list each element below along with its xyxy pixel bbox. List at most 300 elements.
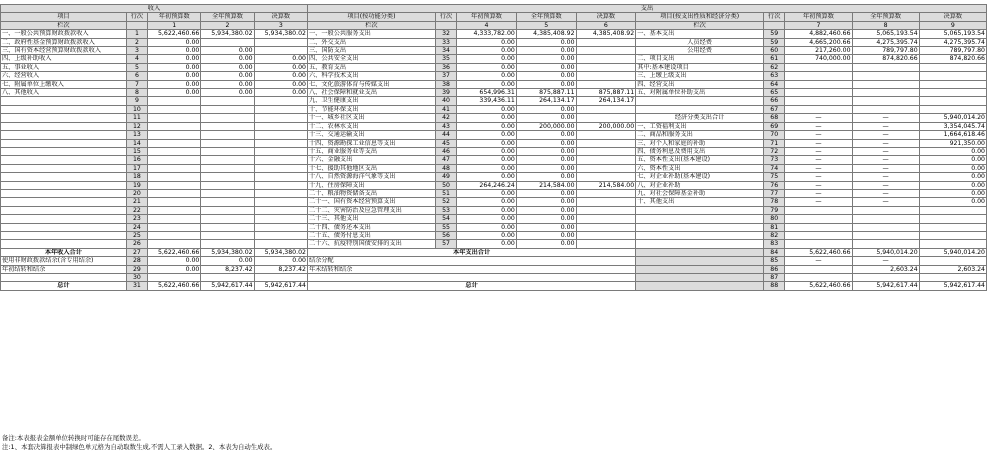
- value-cell: [201, 131, 254, 139]
- row-label: 一、基本支出: [636, 30, 764, 38]
- row-label: 九、对社会保障基金补助: [636, 189, 764, 197]
- value-cell: [852, 215, 919, 223]
- value-cell: [785, 72, 852, 80]
- col-budget-full: 全年预算数: [201, 13, 254, 21]
- row-label: 二十、粮油物资储备支出: [307, 189, 435, 197]
- row-label: 二十一、国有资本经营预算支出: [307, 198, 435, 206]
- value-cell: [785, 97, 852, 105]
- line-no: 51: [435, 189, 456, 197]
- line-no: 74: [764, 164, 785, 172]
- line-no: 28: [126, 257, 147, 265]
- line-no: 65: [764, 89, 785, 97]
- value-cell: 5,622,460.66: [785, 248, 852, 256]
- value-cell: 0.00: [457, 231, 517, 239]
- col-budget-init: 年初预算数: [785, 13, 852, 21]
- value-cell: —: [852, 257, 919, 265]
- row-label: 十七、援助其他地区支出: [307, 164, 435, 172]
- line-no: 84: [764, 248, 785, 256]
- table-row: [1, 89, 987, 97]
- expense-section-header: 支出: [307, 5, 986, 13]
- line-no: 2: [126, 38, 147, 46]
- value-cell: 5,622,460.66: [148, 282, 201, 290]
- bar-num: 8: [852, 21, 919, 29]
- value-cell: [576, 206, 636, 214]
- value-cell: [254, 114, 307, 122]
- row-label: 六、经营收入: [1, 72, 127, 80]
- value-cell: [148, 147, 201, 155]
- line-no: 18: [126, 173, 147, 181]
- col-item-econ: 项目(按支出性质和经济分类): [636, 13, 764, 21]
- value-cell: [148, 105, 201, 113]
- value-cell: [201, 114, 254, 122]
- value-cell: 5,942,617.44: [852, 282, 919, 290]
- value-cell: [919, 63, 986, 71]
- value-cell: 0.00: [516, 223, 576, 231]
- line-no: 31: [126, 282, 147, 290]
- value-cell: —: [852, 147, 919, 155]
- line-no: 62: [764, 63, 785, 71]
- value-cell: [919, 80, 986, 88]
- value-cell: 264,134.17: [516, 97, 576, 105]
- value-cell: 921,350.00: [919, 139, 986, 147]
- value-cell: [148, 164, 201, 172]
- row-label: [1, 181, 127, 189]
- value-cell: 0.00: [516, 131, 576, 139]
- table-row: [1, 156, 987, 164]
- value-cell: [785, 63, 852, 71]
- row-label: 十六、金融支出: [307, 156, 435, 164]
- row-label: [1, 114, 127, 122]
- value-cell: [785, 80, 852, 88]
- value-cell: 4,275,395.74: [852, 38, 919, 46]
- table-row: [1, 173, 987, 181]
- value-cell: 4,385,408.92: [576, 30, 636, 38]
- value-cell: 0.00: [457, 131, 517, 139]
- row-label: 三、上缴上级支出: [636, 72, 764, 80]
- line-no: 81: [764, 223, 785, 231]
- row-label: 二、外交支出: [307, 38, 435, 46]
- row-label: 五、对附属单位补助支出: [636, 89, 764, 97]
- value-cell: 0.00: [457, 105, 517, 113]
- value-cell: 0.00: [457, 189, 517, 197]
- value-cell: 0.00: [516, 198, 576, 206]
- value-cell: [576, 47, 636, 55]
- table-row: [1, 63, 987, 71]
- row-label: 三、国防支出: [307, 47, 435, 55]
- line-no: 19: [126, 181, 147, 189]
- value-cell: [254, 47, 307, 55]
- value-cell: 5,934,380.02: [201, 30, 254, 38]
- value-cell: 875,887.11: [516, 89, 576, 97]
- value-cell: 5,622,460.66: [148, 30, 201, 38]
- value-cell: 5,934,380.02: [201, 248, 254, 256]
- value-cell: [254, 240, 307, 248]
- value-cell: 874,820.66: [919, 55, 986, 63]
- line-no: 85: [764, 257, 785, 265]
- value-cell: [254, 139, 307, 147]
- value-cell: —: [785, 147, 852, 155]
- line-no: 14: [126, 139, 147, 147]
- line-no: 43: [435, 122, 456, 130]
- value-cell: 0.00: [457, 55, 517, 63]
- value-cell: [785, 206, 852, 214]
- row-label: 二十四、债务还本支出: [307, 223, 435, 231]
- value-cell: [785, 89, 852, 97]
- line-no: 15: [126, 147, 147, 155]
- value-cell: 0.00: [254, 89, 307, 97]
- value-cell: 0.00: [457, 198, 517, 206]
- row-label: 三、对个人和家庭的补助: [636, 139, 764, 147]
- value-cell: 0.00: [457, 38, 517, 46]
- value-cell: [852, 97, 919, 105]
- value-cell: [201, 147, 254, 155]
- line-no: 56: [435, 231, 456, 239]
- budget-table: [0, 4, 987, 291]
- value-cell: 875,887.11: [576, 89, 636, 97]
- value-cell: 0.00: [457, 215, 517, 223]
- value-cell: [148, 139, 201, 147]
- line-no: 22: [126, 206, 147, 214]
- value-cell: 0.00: [919, 198, 986, 206]
- row-label: 六、科学技术支出: [307, 72, 435, 80]
- row-label: 四、债务利息及费用支出: [636, 147, 764, 155]
- value-cell: [852, 72, 919, 80]
- value-cell: [148, 173, 201, 181]
- col-budget-full: 全年预算数: [516, 13, 576, 21]
- footnotes: [2, 434, 276, 452]
- value-cell: 0.00: [516, 114, 576, 122]
- row-label: 十四、资源勘探工业信息等支出: [307, 139, 435, 147]
- line-no: 3: [126, 47, 147, 55]
- line-no: 72: [764, 147, 785, 155]
- value-cell: 0.00: [201, 63, 254, 71]
- value-cell: 0.00: [148, 72, 201, 80]
- grand-total-label: 总计: [1, 282, 127, 290]
- line-no: 50: [435, 181, 456, 189]
- row-label: [1, 215, 127, 223]
- value-cell: 5,940,014.20: [919, 114, 986, 122]
- value-cell: [148, 231, 201, 239]
- value-cell: [148, 240, 201, 248]
- row-label: 七、文化旅游体育与传媒支出: [307, 80, 435, 88]
- col-budget-init: 年初预算数: [148, 13, 201, 21]
- line-no: 60: [764, 47, 785, 55]
- row-label: [1, 189, 127, 197]
- value-cell: 789,797.80: [852, 47, 919, 55]
- value-cell: 0.00: [516, 173, 576, 181]
- value-cell: 0.00: [201, 80, 254, 88]
- value-cell: [576, 173, 636, 181]
- value-cell: [148, 206, 201, 214]
- value-cell: [576, 164, 636, 172]
- row-label: 二十二、灾害防治及应急管理支出: [307, 206, 435, 214]
- value-cell: [254, 156, 307, 164]
- value-cell: 0.00: [148, 38, 201, 46]
- line-no: 41: [435, 105, 456, 113]
- line-no: 69: [764, 122, 785, 130]
- value-cell: 5,934,380.02: [254, 30, 307, 38]
- value-cell: [852, 63, 919, 71]
- row-label: 三、国有资本经营预算财政拨款收入: [1, 47, 127, 55]
- report-sheet: [0, 4, 987, 291]
- row-label: 二十五、债务付息支出: [307, 231, 435, 239]
- value-cell: 2,603.24: [852, 265, 919, 273]
- value-cell: [201, 105, 254, 113]
- value-cell: [576, 114, 636, 122]
- value-cell: [201, 198, 254, 206]
- value-cell: 0.00: [516, 189, 576, 197]
- value-cell: [852, 240, 919, 248]
- line-no: 68: [764, 114, 785, 122]
- line-no: 83: [764, 240, 785, 248]
- value-cell: 0.00: [516, 63, 576, 71]
- line-no: 39: [435, 89, 456, 97]
- row-label: [636, 105, 764, 113]
- value-cell: [785, 240, 852, 248]
- value-cell: 0.00: [457, 72, 517, 80]
- value-cell: [576, 231, 636, 239]
- value-cell: [254, 189, 307, 197]
- line-no: 48: [435, 164, 456, 172]
- line-no: 4: [126, 55, 147, 63]
- value-cell: 5,940,014.20: [919, 248, 986, 256]
- col-line: 行次: [126, 13, 147, 21]
- value-cell: [254, 38, 307, 46]
- value-cell: 5,065,193.54: [852, 30, 919, 38]
- row-label: [1, 105, 127, 113]
- row-label: [1, 147, 127, 155]
- line-no: 26: [126, 240, 147, 248]
- value-cell: [576, 80, 636, 88]
- value-cell: [148, 156, 201, 164]
- value-cell: [576, 55, 636, 63]
- row-label: [636, 215, 764, 223]
- value-cell: 4,882,460.66: [785, 30, 852, 38]
- value-cell: —: [852, 189, 919, 197]
- value-cell: [852, 223, 919, 231]
- line-no: 38: [435, 80, 456, 88]
- value-cell: [576, 189, 636, 197]
- line-no: 27: [126, 248, 147, 256]
- line-no: 49: [435, 173, 456, 181]
- line-no: 57: [435, 240, 456, 248]
- value-cell: [254, 97, 307, 105]
- table-row: [1, 189, 987, 197]
- value-cell: 0.00: [457, 147, 517, 155]
- value-cell: 0.00: [919, 173, 986, 181]
- row-label: [1, 131, 127, 139]
- row-label: 十二、农林水支出: [307, 122, 435, 130]
- value-cell: 0.00: [457, 164, 517, 172]
- value-cell: 0.00: [919, 164, 986, 172]
- value-cell: 0.00: [254, 257, 307, 265]
- row-label: 其中:基本建设项目: [636, 63, 764, 71]
- value-cell: [919, 231, 986, 239]
- row-label: [1, 97, 127, 105]
- row-label: 二十三、其他支出: [307, 215, 435, 223]
- col-line: 行次: [435, 13, 456, 21]
- value-cell: 0.00: [148, 47, 201, 55]
- col-line: 行次: [764, 13, 785, 21]
- line-no: 20: [126, 189, 147, 197]
- value-cell: 217,260.00: [785, 47, 852, 55]
- value-cell: 8,237.42: [201, 265, 254, 273]
- line-no: 5: [126, 63, 147, 71]
- value-cell: —: [785, 181, 852, 189]
- line-no: 46: [435, 147, 456, 155]
- line-no: 87: [764, 274, 785, 282]
- bar-num: 2: [201, 21, 254, 29]
- value-cell: [254, 181, 307, 189]
- line-no: 36: [435, 63, 456, 71]
- value-cell: 0.00: [254, 55, 307, 63]
- line-no: 86: [764, 265, 785, 273]
- line-no: 44: [435, 131, 456, 139]
- line-no: 7: [126, 80, 147, 88]
- value-cell: [254, 122, 307, 130]
- value-cell: 4,275,395.74: [919, 38, 986, 46]
- value-cell: [785, 105, 852, 113]
- value-cell: 4,665,200.66: [785, 38, 852, 46]
- value-cell: [254, 198, 307, 206]
- value-cell: 1,664,618.46: [919, 131, 986, 139]
- value-cell: 0.00: [148, 89, 201, 97]
- row-label: 十五、商业服务业等支出: [307, 147, 435, 155]
- table-row: [1, 164, 987, 172]
- value-cell: 4,333,782.00: [457, 30, 517, 38]
- value-cell: 740,000.00: [785, 55, 852, 63]
- line-no: 13: [126, 131, 147, 139]
- line-no: 21: [126, 198, 147, 206]
- line-no: 78: [764, 198, 785, 206]
- value-cell: 0.00: [516, 80, 576, 88]
- table-row: [1, 198, 987, 206]
- value-cell: 0.00: [201, 55, 254, 63]
- value-cell: 0.00: [254, 63, 307, 71]
- line-no: 61: [764, 55, 785, 63]
- value-cell: 5,065,193.54: [919, 30, 986, 38]
- row-label: 五、教育支出: [307, 63, 435, 71]
- table-row: [1, 181, 987, 189]
- value-cell: [201, 231, 254, 239]
- value-cell: 0.00: [148, 265, 201, 273]
- table-row: [1, 122, 987, 130]
- row-label: [1, 223, 127, 231]
- value-cell: —: [785, 257, 852, 265]
- value-cell: 0.00: [516, 147, 576, 155]
- value-cell: 0.00: [457, 80, 517, 88]
- line-no: 66: [764, 97, 785, 105]
- value-cell: [148, 181, 201, 189]
- row-label: [636, 223, 764, 231]
- value-cell: —: [852, 181, 919, 189]
- value-cell: [148, 97, 201, 105]
- line-no: 82: [764, 231, 785, 239]
- value-cell: [576, 72, 636, 80]
- row-label: 经济分类支出合计: [636, 114, 764, 122]
- row-label: 四、公共安全支出: [307, 55, 435, 63]
- value-cell: —: [852, 114, 919, 122]
- value-cell: 0.00: [516, 55, 576, 63]
- row-label: 八、对企业补助: [636, 181, 764, 189]
- col-final: 决算数: [919, 13, 986, 21]
- line-no: 1: [126, 30, 147, 38]
- line-no: 79: [764, 206, 785, 214]
- line-no: 71: [764, 139, 785, 147]
- line-no: 76: [764, 181, 785, 189]
- bar-num: 9: [919, 21, 986, 29]
- value-cell: [254, 215, 307, 223]
- value-cell: [852, 80, 919, 88]
- table-row: [1, 80, 987, 88]
- note-line: 备注:本表报表金额单位转换时可能存在尾数误差。: [2, 434, 145, 442]
- bar-num: 5: [516, 21, 576, 29]
- value-cell: [852, 105, 919, 113]
- row-label: [1, 240, 127, 248]
- bar-num: 7: [785, 21, 852, 29]
- value-cell: 0.00: [148, 63, 201, 71]
- table-row: [1, 97, 987, 105]
- row-label: 九、卫生健康支出: [307, 97, 435, 105]
- value-cell: 0.00: [516, 156, 576, 164]
- line-no: 55: [435, 223, 456, 231]
- table-row: [1, 30, 987, 38]
- value-cell: [919, 215, 986, 223]
- table-row: [1, 206, 987, 214]
- table-row: [1, 114, 987, 122]
- value-cell: —: [785, 164, 852, 172]
- income-total-label: 本年收入合计: [1, 248, 127, 256]
- row-label: [1, 231, 127, 239]
- line-no: 29: [126, 265, 147, 273]
- value-cell: 5,942,617.44: [919, 282, 986, 290]
- value-cell: 0.00: [148, 80, 201, 88]
- value-cell: [576, 240, 636, 248]
- line-no: 10: [126, 105, 147, 113]
- value-cell: 5,942,617.44: [254, 282, 307, 290]
- table-row: [1, 215, 987, 223]
- row-label: [1, 156, 127, 164]
- row-label: [1, 206, 127, 214]
- bar-num: 3: [254, 21, 307, 29]
- value-cell: [254, 164, 307, 172]
- line-no: 17: [126, 164, 147, 172]
- value-cell: [919, 240, 986, 248]
- line-no: 67: [764, 105, 785, 113]
- value-cell: 0.00: [148, 55, 201, 63]
- value-cell: —: [785, 139, 852, 147]
- value-cell: 0.00: [201, 257, 254, 265]
- value-cell: 5,942,617.44: [201, 282, 254, 290]
- note-line: 注:1、本套决算报表中制绿色单元格为自动取数生成,不需人工录入数据。2、本表为自动生成表。: [2, 443, 277, 451]
- line-no: 6: [126, 72, 147, 80]
- value-cell: [576, 38, 636, 46]
- value-cell: 4,385,408.92: [516, 30, 576, 38]
- row-label: 五、事业收入: [1, 63, 127, 71]
- value-cell: [201, 181, 254, 189]
- col-budget-init: 年初预算数: [457, 13, 517, 21]
- value-cell: —: [785, 114, 852, 122]
- value-cell: 264,246.24: [457, 181, 517, 189]
- value-cell: [148, 122, 201, 130]
- value-cell: [201, 122, 254, 130]
- value-cell: —: [852, 122, 919, 130]
- value-cell: 0.00: [516, 215, 576, 223]
- line-no: 35: [435, 55, 456, 63]
- table-row: [1, 240, 987, 248]
- table-row: [1, 131, 987, 139]
- value-cell: 339,436.11: [457, 97, 517, 105]
